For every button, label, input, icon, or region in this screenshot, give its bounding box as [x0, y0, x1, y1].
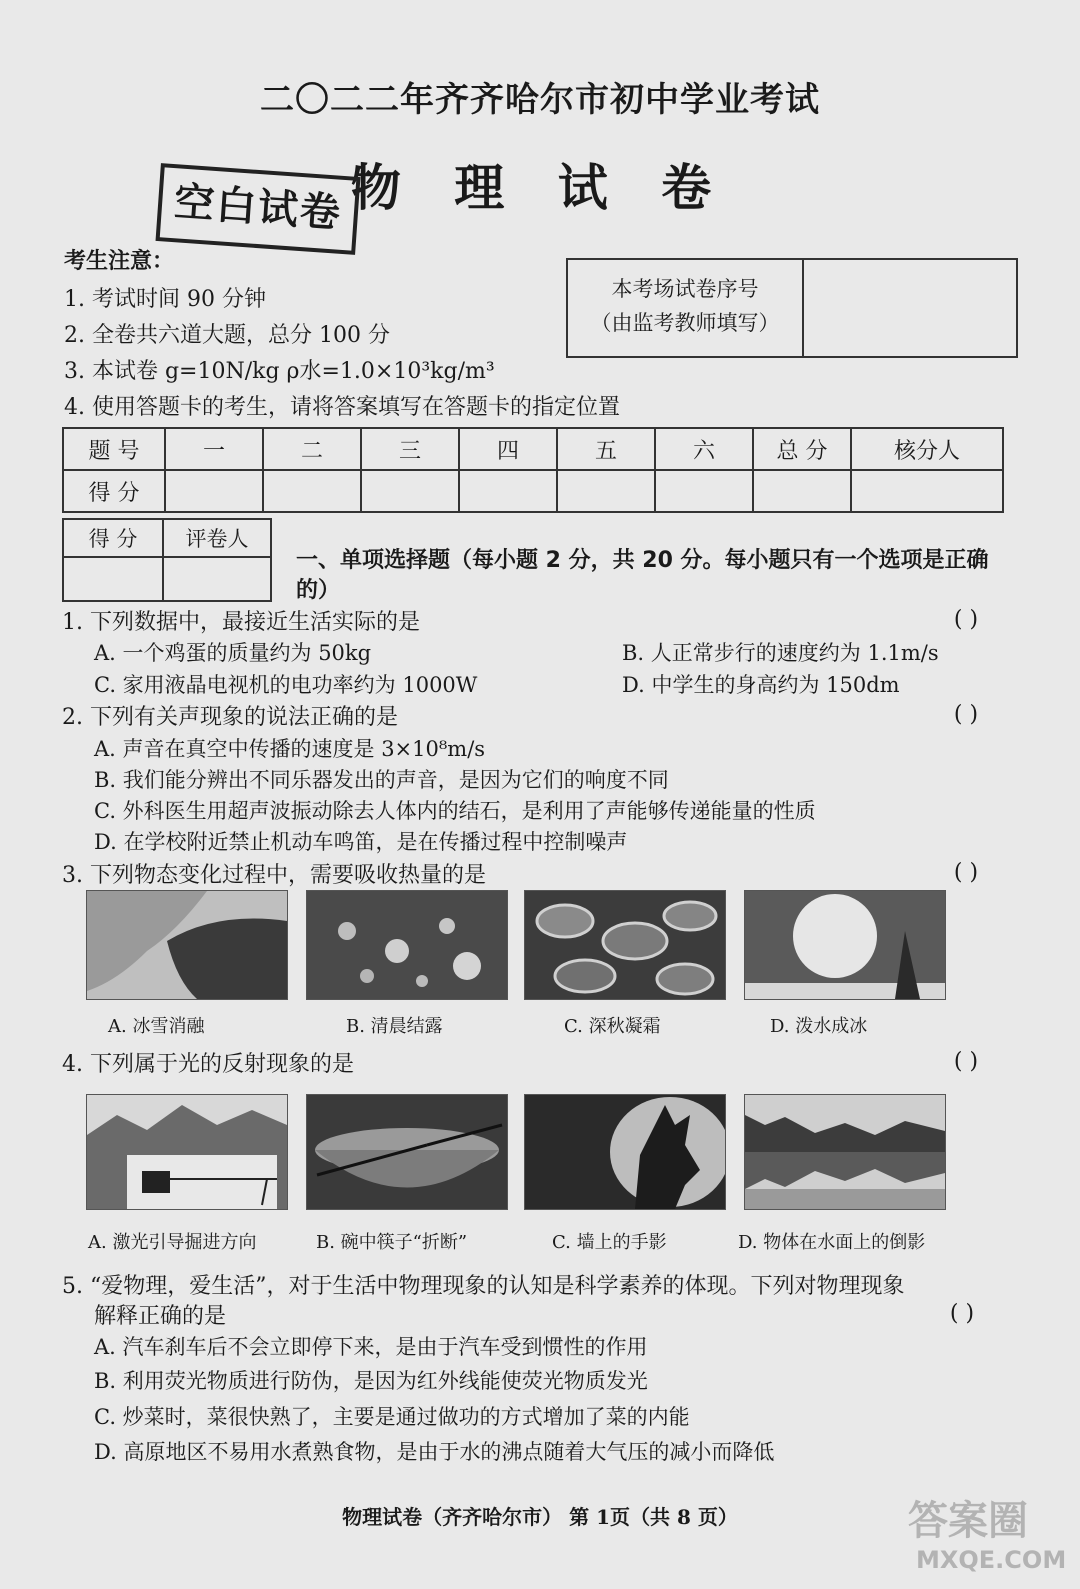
- table-cell: 评卷人: [163, 519, 271, 557]
- photo-caption: D. 物体在水面上的倒影: [738, 1232, 926, 1253]
- table-cell: 五: [557, 428, 655, 470]
- question-stem: 4. 下列属于光的反射现象的是: [62, 1052, 354, 1077]
- option: C. 外科医生用超声波振动除去人体内的结石，是利用了声能够传递能量的性质: [94, 799, 816, 823]
- answer-blank[interactable]: ( ): [953, 860, 979, 885]
- photo-caption: A. 激光引导掘进方向: [88, 1232, 257, 1253]
- grader-field[interactable]: [163, 557, 271, 601]
- table-cell: 一: [165, 428, 263, 470]
- table-cell: 六: [655, 428, 753, 470]
- photo-caption: D. 泼水成冰: [770, 1016, 868, 1037]
- option: B. 人正常步行的速度约为 1.1m/s: [622, 641, 939, 665]
- option: B. 利用荧光物质进行防伪，是因为红外线能使荧光物质发光: [94, 1369, 648, 1393]
- answer-blank[interactable]: ( ): [953, 607, 979, 632]
- site-watermark-logo: [898, 1486, 1068, 1576]
- table-row: [63, 428, 1003, 470]
- answer-blank[interactable]: ( ): [953, 702, 979, 727]
- page-footer: 物理试卷（齐齐哈尔市） 第 1页（共 8 页）: [342, 1505, 738, 1529]
- table-cell: 三: [361, 428, 459, 470]
- score-field[interactable]: [263, 470, 361, 512]
- table-cell: 题 号: [63, 428, 165, 470]
- grader-table: [62, 518, 272, 602]
- score-field[interactable]: [165, 470, 263, 512]
- seat-label-line1: 本考场试卷序号: [611, 277, 759, 301]
- option: C. 炒菜时，菜很快熟了，主要是通过做功的方式增加了菜的内能: [94, 1405, 690, 1429]
- option: D. 高原地区不易用水煮熟食物，是由于水的沸点随着大气压的减小而降低: [94, 1440, 775, 1464]
- photo-caption: C. 深秋凝霜: [564, 1016, 661, 1037]
- laser-tunnel-photo: [86, 1094, 288, 1210]
- table-row: [63, 519, 271, 557]
- notice-item: 4. 使用答题卡的考生，请将答案填写在答题卡的指定位置: [64, 395, 620, 420]
- table-row: [63, 470, 1003, 512]
- table-cell: 核分人: [851, 428, 1003, 470]
- option: C. 家用液晶电视机的电功率约为 1000W: [94, 673, 478, 697]
- water-to-ice-photo: [744, 890, 946, 1000]
- melting-ice-photo: [86, 890, 288, 1000]
- table-cell: 四: [459, 428, 557, 470]
- score-field[interactable]: [459, 470, 557, 512]
- score-field[interactable]: [361, 470, 459, 512]
- frost-leaves-photo: [524, 890, 726, 1000]
- hand-shadow-photo: [524, 1094, 726, 1210]
- score-field[interactable]: [557, 470, 655, 512]
- exam-title: 二〇二二年齐齐哈尔市初中学业考试: [260, 80, 820, 120]
- answer-blank[interactable]: ( ): [949, 1301, 975, 1326]
- notice-title: 考生注意：: [64, 249, 175, 274]
- answer-blank[interactable]: ( ): [953, 1049, 979, 1074]
- option: A. 汽车刹车后不会立即停下来，是由于汽车受到惯性的作用: [94, 1335, 648, 1359]
- notice-item: 1. 考试时间 90 分钟: [64, 287, 266, 312]
- watermark-line2: MXQE.COM: [916, 1546, 1067, 1574]
- question-stem: 3. 下列物态变化过程中，需要吸收热量的是: [62, 863, 486, 888]
- option: D. 中学生的身高约为 150dm: [622, 673, 900, 697]
- photo-caption: A. 冰雪消融: [108, 1016, 205, 1037]
- section-heading: 一、单项选择题（每小题 2 分，共 20 分。每小题只有一个选项是正确的）: [296, 548, 989, 603]
- score-field[interactable]: [753, 470, 851, 512]
- notice-item: 2. 全卷共六道大题，总分 100 分: [64, 323, 390, 348]
- blank-paper-stamp: 空白试卷: [156, 163, 361, 255]
- table-cell: 总 分: [753, 428, 851, 470]
- score-field[interactable]: [851, 470, 1003, 512]
- question-stem: 1. 下列数据中，最接近生活实际的是: [62, 610, 420, 635]
- lake-reflection-photo: [744, 1094, 946, 1210]
- photo-caption: C. 墙上的手影: [552, 1232, 667, 1253]
- photo-caption: B. 清晨结露: [346, 1016, 443, 1037]
- question-stem: 2. 下列有关声现象的说法正确的是: [62, 705, 398, 730]
- seat-number-field[interactable]: [804, 260, 1016, 356]
- score-field[interactable]: [655, 470, 753, 512]
- option: B. 我们能分辨出不同乐器发出的声音，是因为它们的响度不同: [94, 768, 669, 792]
- question-stem: 5. “爱物理，爱生活”，对于生活中物理现象的认知是科学素养的体现。下列对物理现象: [62, 1274, 905, 1299]
- chopsticks-bowl-photo: [306, 1094, 508, 1210]
- seat-number-label: [568, 260, 804, 356]
- table-cell: 得 分: [63, 470, 165, 512]
- option: D. 在学校附近禁止机动车鸣笛，是在传播过程中控制噪声: [94, 830, 628, 854]
- dew-drops-photo: [306, 890, 508, 1000]
- table-cell: 二: [263, 428, 361, 470]
- seat-label-line2: （由监考教师填写）: [590, 311, 780, 335]
- seat-number-box: [566, 258, 1018, 358]
- watermark-line1: 答案圈: [908, 1498, 1028, 1544]
- option: A. 声音在真空中传播的速度是 3×10⁸m/s: [94, 737, 486, 761]
- table-cell: 得 分: [63, 519, 163, 557]
- table-row: [63, 557, 271, 601]
- question-stem-continued: 解释正确的是: [94, 1304, 227, 1329]
- score-table: [62, 427, 1004, 513]
- notice-item: 3. 本试卷 g=10N/kg ρ水=1.0×10³kg/m³: [64, 359, 495, 384]
- photo-caption: B. 碗中筷子“折断”: [316, 1232, 468, 1253]
- option: A. 一个鸡蛋的质量约为 50kg: [94, 641, 372, 665]
- exam-subtitle: 物 理 试 卷: [350, 158, 730, 217]
- score-field[interactable]: [63, 557, 163, 601]
